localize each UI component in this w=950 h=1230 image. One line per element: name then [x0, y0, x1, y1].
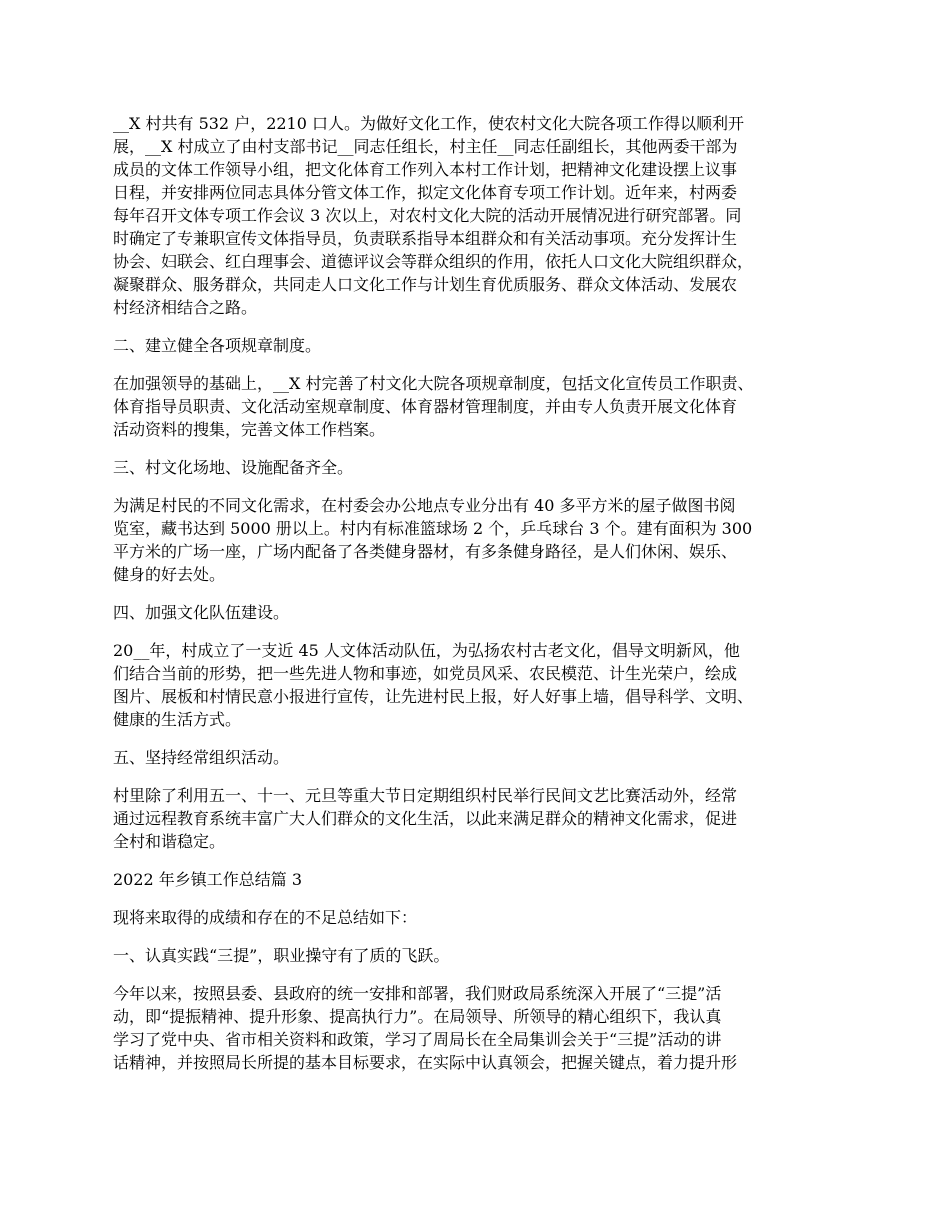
summary-intro: 现将来取得的成绩和存在的不足总结如下：	[113, 908, 418, 927]
heading-facilities: 三、村文化场地、设施配备齐全。	[113, 458, 354, 477]
paragraph-regular-activities: 村里除了利用五一、十一、元旦等重大节日定期组织村民举行民间文艺比赛活动外，经常 通过远程教育系统丰富广大人们群众的文化生活，以此来满足群众的精神文化需求，促进 全村和谐稳定。	[113, 786, 738, 851]
heading-team-building: 四、加强文化队伍建设。	[113, 603, 290, 622]
paragraph-village-overview: __X 村共有 532 户，2210 口人。为做好文化工作，使农村文化大院各项工作得以顺利开 展，__X 村成立了由村支部书记__同志任组长，村主任__同志任副组长，其他两委干部为 成员的文体工作领导小组，把文化体育工作列入本村工作计划，把精神文化建设摆上议事 日程，并安排两位同志具体分管文体工作，拟定文化体育专项工作计划。近年来，村两委 每年召开文体专项工作会议 3 次以上，对农村文化大院的活动开展情况进行研究部署。同 时确定了专兼职宣传文体指导员，负责联系指导本组群众和有关活动事项。充分发挥计生 协会、妇联会、红白理事会、道德评议会等群众组织的作用，依托人口文化大院组织群众， 凝聚群众、服务群众，共同走人口文化工作与计划生育优质服务、群众文体活动、发展农 村经济相结合之路。	[113, 114, 754, 317]
section-title-summary-3: 2022 年乡镇工作总结篇 3	[113, 870, 303, 889]
paragraph-rules-system: 在加强领导的基础上，__X 村完善了村文化大院各项规章制度，包括文化宣传员工作职责、 体育指导员职责、文化活动室规章制度、体育器材管理制度，并由专人负责开展文化体育 活动资料的搜集，完善文体工作档案。	[113, 374, 754, 439]
paragraph-facilities: 为满足村民的不同文化需求，在村委会办公地点专业分出有 40 多平方米的屋子做图书阅 览室，藏书达到 5000 册以上。村内有标准篮球场 2 个，乒乓球台 3 个。建有面积为 300 平方米的广场一座，广场内配备了各类健身器材，有多条健身路径，是人们休闲、娱乐、 健身的好去处。	[113, 496, 753, 584]
heading-regular-activities: 五、坚持经常组织活动。	[113, 748, 290, 767]
paragraph-three-raises: 今年以来，按照县委、县政府的统一安排和部署，我们财政局系统深入开展了“三提”活 动，即“提振精神、提升形象、提高执行力”。在局领导、所领导的精心组织下，我认真 学习了党中央、省市相关资料和政策，学习了周局长在全局集训会关于“三提”活动的讲 话精神，并按照局长所提的基本目标要求，在实际中认真领会，把握关键点，着力提升形	[113, 984, 738, 1072]
heading-three-raises: 一、认真实践“三提”，职业操守有了质的飞跃。	[113, 946, 450, 965]
document-page	[113, 112, 855, 1089]
paragraph-team-building: 20__年，村成立了一支近 45 人文体活动队伍，为弘扬农村古老文化，倡导文明新风，他 们结合当前的形势，把一些先进人物和事迹，如党员风采、农民模范、计生光荣户，绘成 图片、展板和村情民意小报进行宣传，让先进村民上报，好人好事上墙，倡导科学、文明、 健康的生活方式。	[113, 641, 754, 729]
heading-rules-system: 二、建立健全各项规章制度。	[113, 336, 322, 355]
